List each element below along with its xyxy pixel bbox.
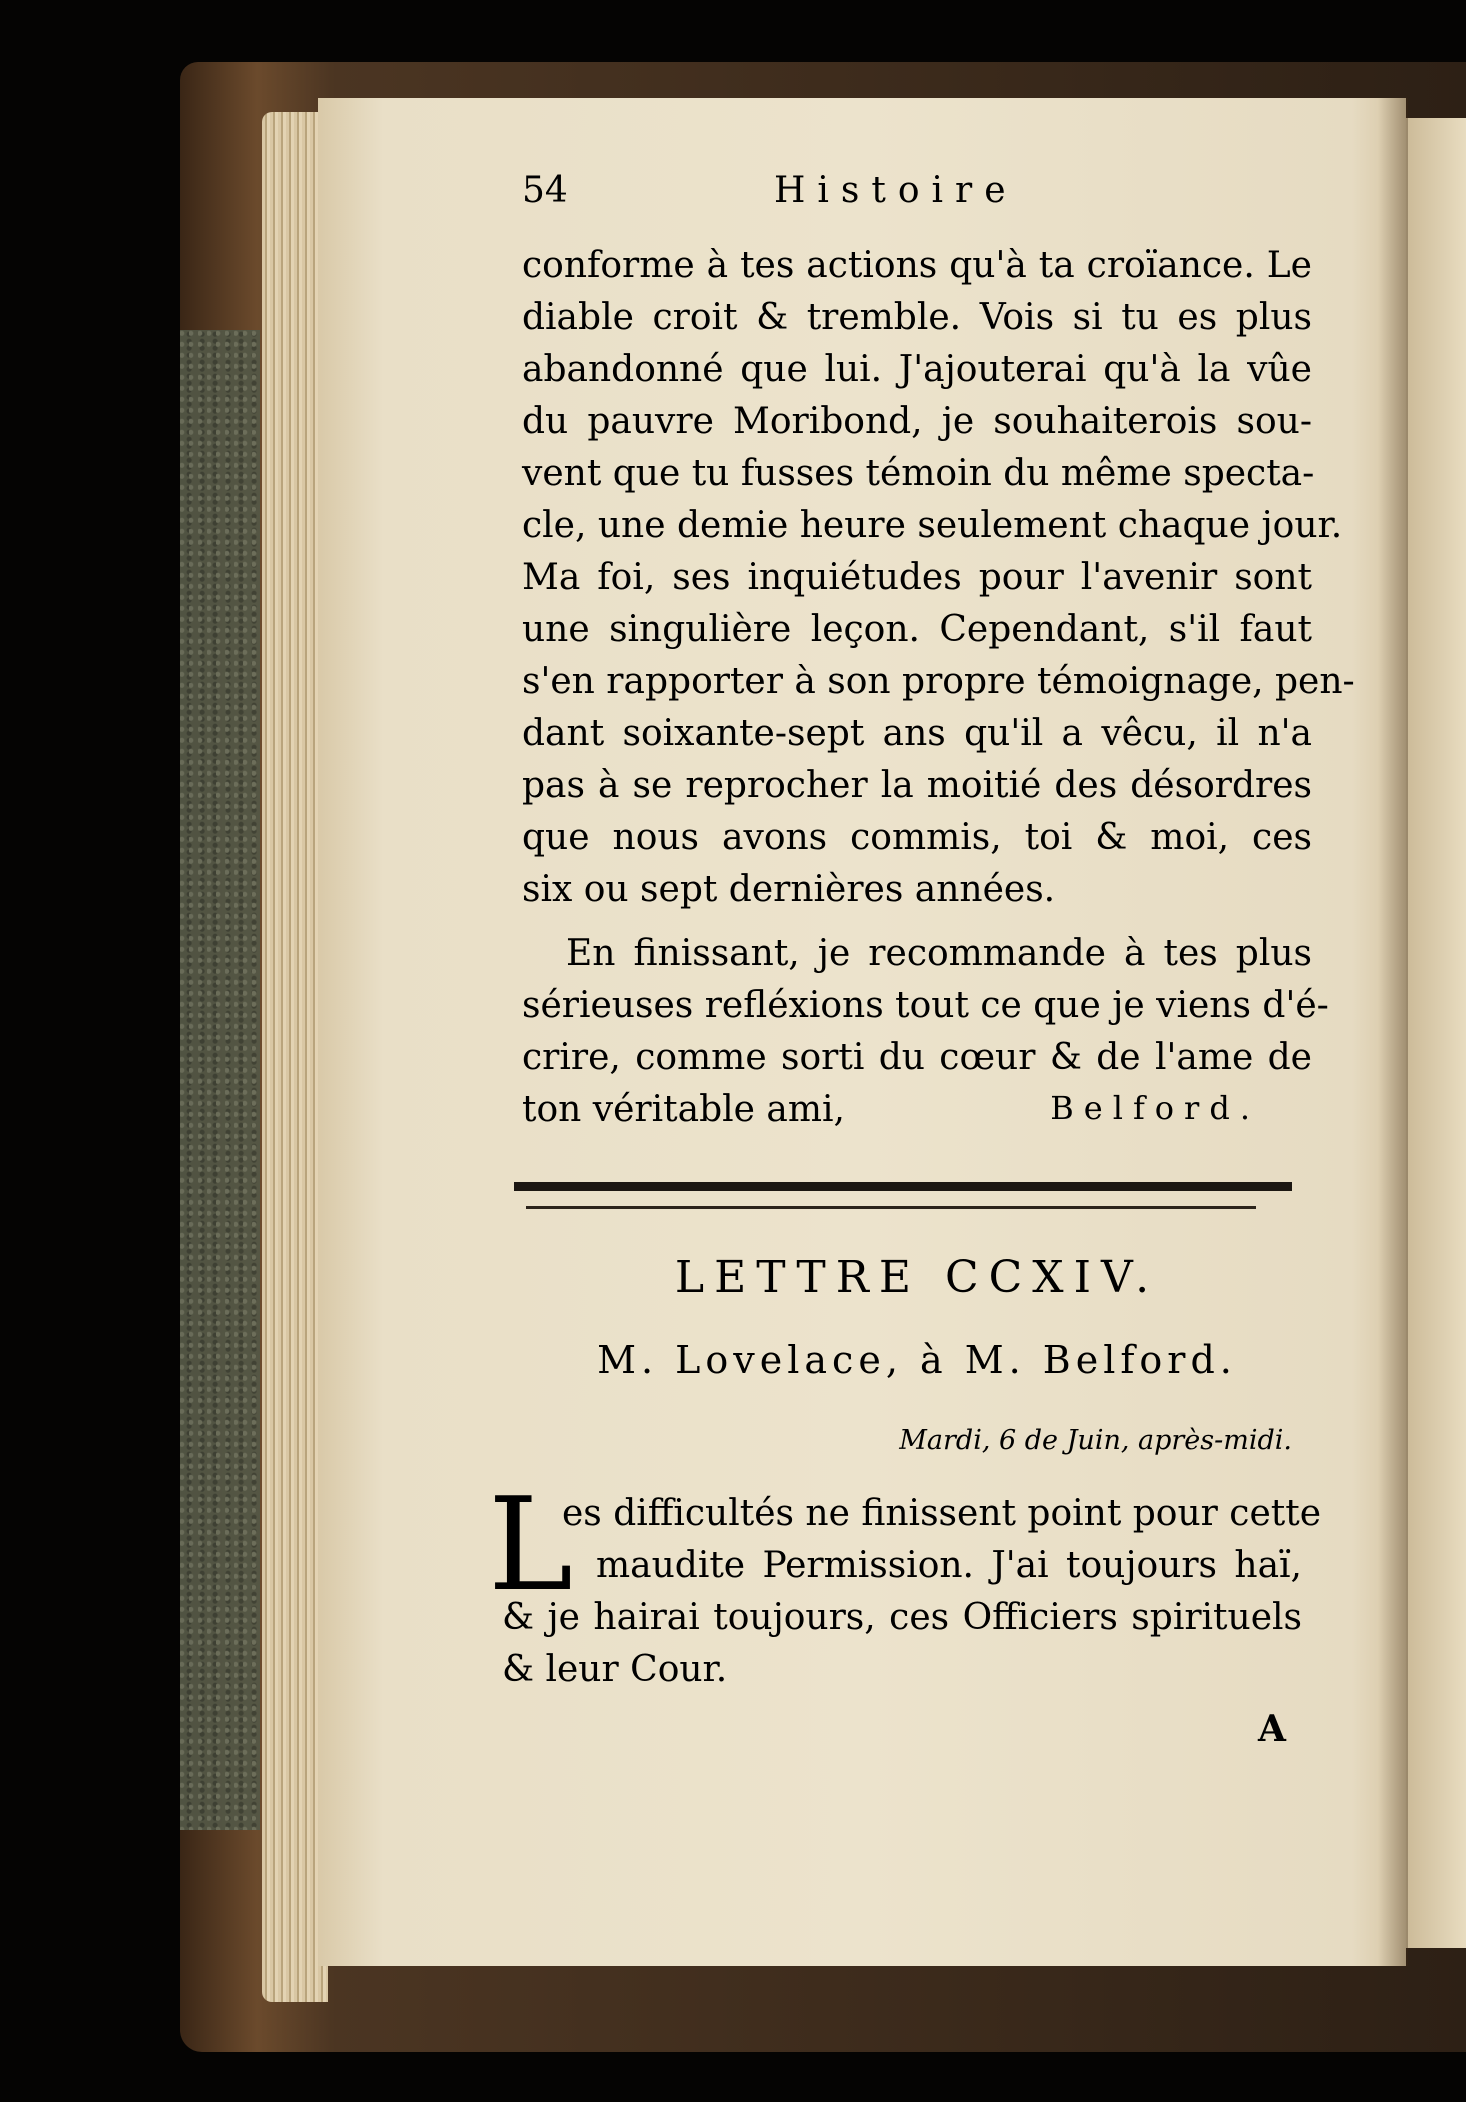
text-line: une singulière leçon. Cependant, s'il faut — [522, 609, 1312, 650]
text-line: & leur Cour. — [502, 1649, 728, 1690]
text-line: dant soixante-sept ans qu'il a vêcu, il n'a — [522, 713, 1312, 754]
closing-text: ton véritable ami, — [522, 1089, 845, 1130]
page-header — [522, 170, 1302, 220]
running-title: Histoire — [774, 170, 1018, 211]
text-line: conforme à tes actions qu'à ta croïance. Le — [522, 245, 1312, 286]
page-number: 54 — [522, 170, 568, 211]
text-line: Ma foi, ses inquiétudes pour l'avenir sont — [522, 557, 1312, 598]
letter-address: M. Lovelace, à M. Belford. — [597, 1338, 1237, 1382]
text-line: diable croit & tremble. Vois si tu es plus — [522, 297, 1312, 338]
text-line: En finissant, je recommande à tes plus — [566, 933, 1312, 974]
text-line: abandonné que lui. J'ajouterai qu'à la vûe — [522, 349, 1312, 390]
text-line: pas à se reprocher la moitié des désordres — [522, 765, 1312, 806]
section-rule — [514, 1182, 1292, 1191]
section-rule-thin — [526, 1206, 1256, 1209]
text-line: s'en rapporter à son propre témoignage, pen- — [522, 661, 1355, 702]
text-line: crire, comme sorti du cœur & de l'ame de — [522, 1037, 1312, 1078]
facing-page-edge — [1400, 118, 1466, 1948]
text-line: du pauvre Moribond, je souhaiterois sou- — [522, 401, 1312, 442]
text-line: que nous avons commis, toi & moi, ces — [522, 817, 1312, 858]
text-line: & je hairai toujours, ces Officiers spirituels — [502, 1597, 1302, 1638]
text-line: maudite Permission. J'ai toujours haï, — [596, 1545, 1302, 1586]
text-line: sérieuses refléxions tout ce que je viens d'é- — [522, 985, 1329, 1026]
text-line: es difficultés ne finissent point pour cette — [562, 1493, 1322, 1534]
book-spine — [180, 330, 260, 1830]
text-line: cle, une demie heure seulement chaque jour. — [522, 505, 1343, 546]
text-line — [522, 1089, 1312, 1135]
drop-cap: L — [488, 1471, 573, 1620]
signature: Belford. — [1050, 1089, 1260, 1127]
catchword: A — [1258, 1708, 1286, 1750]
text-line: vent que tu fusses témoin du même specta- — [522, 453, 1315, 494]
letter-title: LETTRE CCXIV. — [674, 1252, 1160, 1303]
text-line: six ou sept dernières années. — [522, 869, 1056, 910]
gutter-shadow — [1378, 98, 1408, 1966]
letter-date: Mardi, 6 de Juin, après-midi. — [899, 1425, 1292, 1456]
